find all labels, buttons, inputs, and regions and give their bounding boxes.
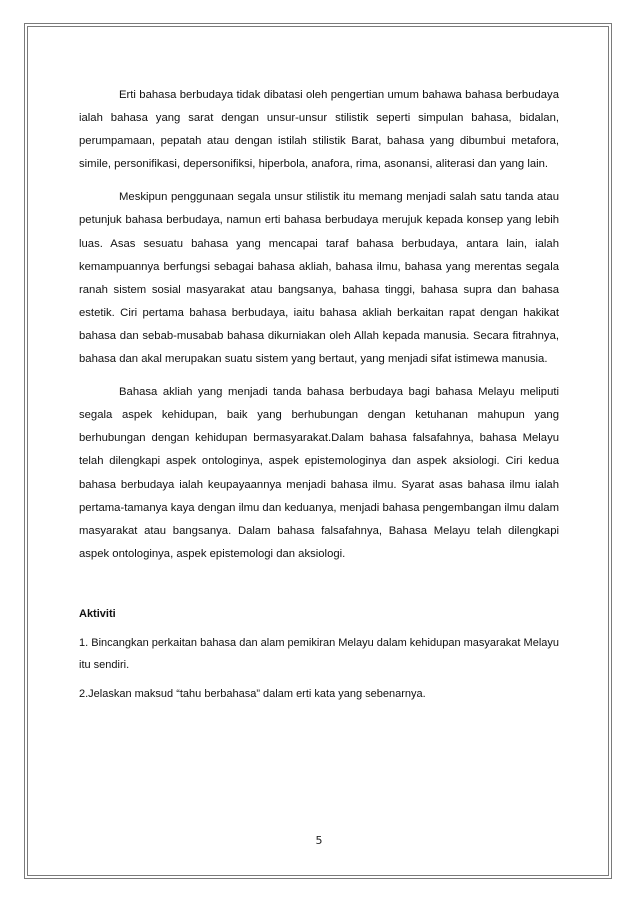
activity-heading: Aktiviti xyxy=(79,607,116,620)
activity-list xyxy=(79,632,559,705)
activity-item-2: 2.Jelaskan maksud “tahu berbahasa” dalam erti kata yang sebenarnya. xyxy=(79,687,426,700)
activity-item-1: 1. Bincangkan perkaitan bahasa dan alam pemikiran Melayu dalam kehidupan masyarakat Melayu itu sendiri. xyxy=(79,636,559,671)
document-body xyxy=(79,84,559,705)
paragraph-2: Meskipun penggunaan segala unsur stilistik itu memang menjadi salah satu tanda atau petunjuk bahasa berbudaya, namun erti bahasa berbudaya merujuk kepada konsep yang lebih luas. Asas sesuatu bahasa yang mencapai taraf bahasa berbudaya, antara lain, ialah kemampuannya berfungsi sebagai bahasa akliah, bahasa ilmu, bahasa yang merentas segala ranah sistem sosial masyarakat atau bangsanya, bahasa tinggi, bahasa supra dan bahasa estetik. Ciri pertama bahasa berbudaya, iaitu bahasa akliah berkaitan rapat dengan hakikat bahasa dan sebab-musabab bahasa dikurniakan oleh Allah kepada manusia. Secara fitrahnya, bahasa dan akal merupakan suatu sistem yang bertaut, yang menjadi sifat istimewa manusia. xyxy=(79,191,559,366)
page-number: 5 xyxy=(315,834,323,847)
paragraph-3: Bahasa akliah yang menjadi tanda bahasa berbudaya bagi bahasa Melayu meliputi segala aspek kehidupan, baik yang berhubungan dengan ketuhanan mahupun yang berhubungan dengan kehidupan bermasyarakat.Dalam bahasa falsafahnya, bahasa Melayu telah dilengkapi aspek ontologinya, aspek epistemologinya dan aspek aksiologi. Ciri kedua bahasa berbudaya ialah keupayaannya menjadi bahasa ilmu. Syarat asas bahasa ilmu ialah pertama-tamanya kaya dengan ilmu dan keduanya, menjadi bahasa pengembangan ilmu dalam masyarakat atau bangsanya. Dalam bahasa falsafahnya, Bahasa Melayu telah dilengkapi aspek ontologinya, aspek epistemologi dan aksiologi. xyxy=(79,386,559,560)
paragraph-1: Erti bahasa berbudaya tidak dibatasi oleh pengertian umum bahawa bahasa berbudaya ialah bahasa yang sarat dengan unsur-unsur stilistik seperti simpulan bahasa, bidalan, perumpamaan, pepatah atau dengan istilah stilistik Barat, bahasa yang dibumbui metafora, simile, personifikasi, depersonifiksi, hiperbola, anafora, rima, asonansi, aliterasi dan yang lain. xyxy=(79,89,559,171)
